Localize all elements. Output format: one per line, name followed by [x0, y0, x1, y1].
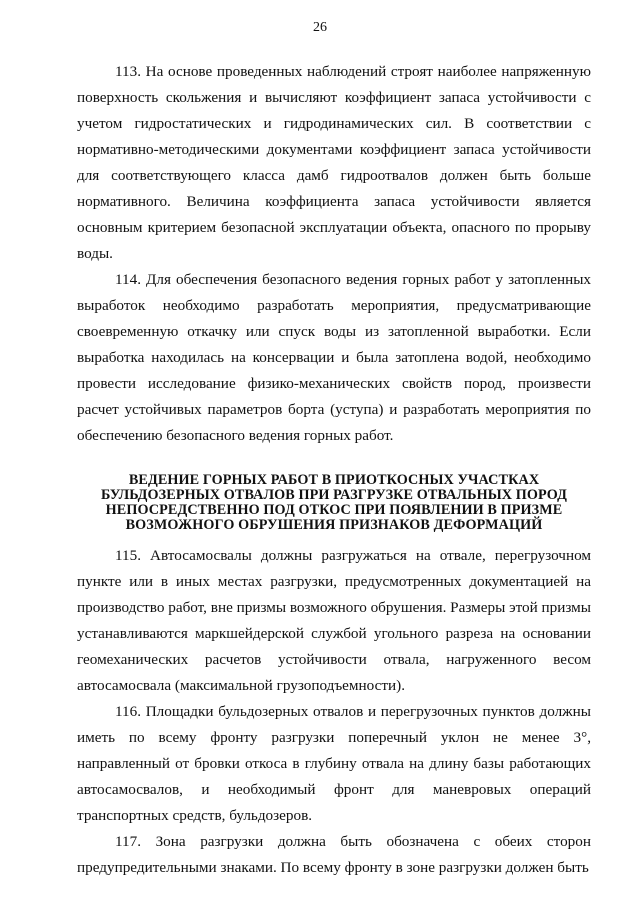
paragraph-116: 116. Площадки бульдозерных отвалов и перегрузочных пунктов должны иметь по всему фронту разгрузки поперечный уклон не менее 3°, направленный от бровки откоса в глубину отвала на длину базы работающих автосамосвалов, и необходимый фронт для маневровых операций транспортных средств, бульдозеров. [77, 703, 591, 824]
paragraph-113: 113. На основе проведенных наблюдений строят наиболее напряженную поверхность скольжения и вычисляют коэффициент запаса устойчивости с учетом гидростатических и гидродинамических сил. В соответствии с нормативно-методическими документами коэффициент запаса устойчивости для соответствующего класса дамб гидроотвалов должен быть больше нормативного. Величина коэффициента запаса устойчивости является основным критерием безопасной эксплуатации объекта, опасного по прорыву воды. [77, 63, 591, 262]
paragraph-114: 114. Для обеспечения безопасного ведения горных работ у затопленных выработок необходимо разработать мероприятия, предусматривающие своевременную откачку или спуск воды из затопленной выработки. Если выработка находилась на консервации и была затоплена водой, необходимо провести исследование физико-механических свойств пород, произвести расчет устойчивых параметров борта (уступа) и разработать мероприятия по обеспечению безопасного ведения горных работ. [77, 271, 591, 444]
section-heading: ВЕДЕНИЕ ГОРНЫХ РАБОТ В ПРИОТКОСНЫХ УЧАСТКАХ БУЛЬДОЗЕРНЫХ ОТВАЛОВ ПРИ РАЗГРУЗКЕ ОТВАЛЬНЫХ ПОРОД НЕПОСРЕДСТВЕННО ПОД ОТКОС ПРИ ПОЯВЛЕНИИ В ПРИЗМЕ ВОЗМОЖНОГО ОБРУШЕНИЯ ПРИЗНАКОВ ДЕФОРМАЦИЙ [100, 472, 568, 533]
page-number: 26 [313, 20, 327, 35]
paragraph-117: 117. Зона разгрузки должна быть обозначена с обеих сторон предупредительными знаками. По всему фронту в зоне разгрузки должен быть [77, 833, 591, 876]
document-body [77, 59, 591, 881]
paragraph-115: 115. Автосамосвалы должны разгружаться на отвале, перегрузочном пункте или в иных местах разгрузки, предусмотренных документацией на производство работ, вне призмы возможного обрушения. Размеры этой призмы устанавливаются маркшейдерской службой угольного разреза на основании геомеханических расчетов устойчивости отвала, нагруженного весом автосамосвала (максимальной грузоподъемности). [77, 547, 591, 694]
